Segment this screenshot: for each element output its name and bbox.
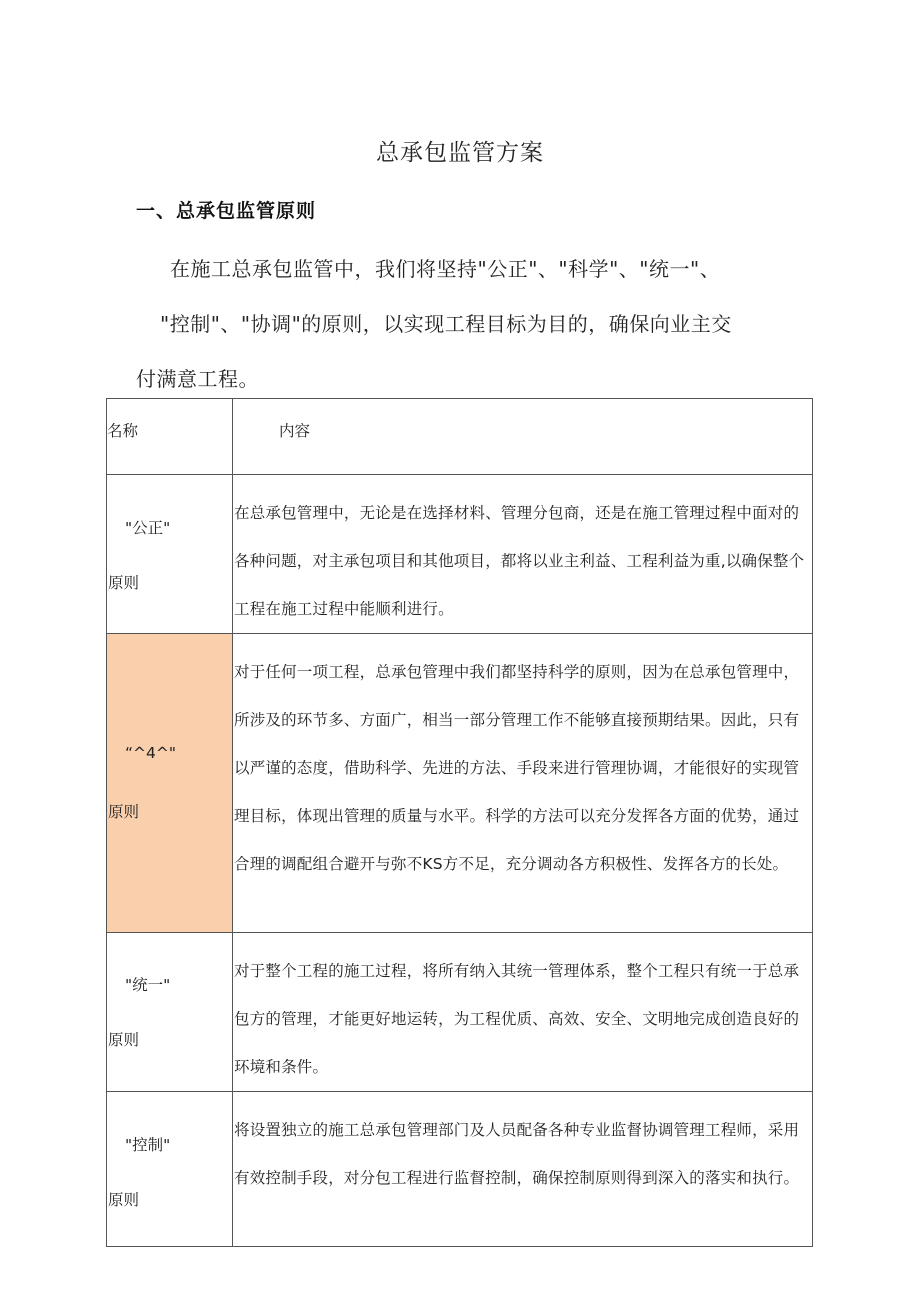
principle-content: 对于任何一项工程，总承包管理中我们都坚持科学的原则，因为在总承包管理中，所涉及的环节多、方面广，相当一部分管理工作不能够直接预期结果。因此，只有以严谨的态度，借助科学、先进的方法、手段来进行管理协调，才能很好的实现管理目标，体现出管理的质量与水平。科学的方法可以充分发挥各方面的优势，通过合理的调配组合避开与弥不KS方不足，充分调动各方积极性、发挥各方的长处。 [234,663,800,873]
principle-content-cell [233,1092,813,1247]
principle-content-cell [233,933,813,1092]
document-title: 总承包监管方案 [376,140,544,166]
principle-name-cell-highlighted [107,634,233,933]
principle-suffix: 原则 [108,803,140,821]
table-row [107,1092,813,1247]
intro-line: 付满意工程。 [136,367,259,391]
intro-line: "控制"、"协调"的原则，以实现工程目标为目的，确保向业主交 [160,312,732,336]
principle-suffix: 原则 [108,574,140,592]
header-name: 名称 [107,399,233,475]
section-heading: 一、总承包监管原则 [136,200,317,222]
principle-name: "控制" [125,1136,171,1154]
header-content: 内容 [233,399,813,475]
table-row [107,933,813,1092]
principle-suffix: 原则 [108,1191,140,1209]
principle-name-cell [107,475,233,634]
table-row [107,634,813,933]
principle-suffix: 原则 [108,1031,140,1049]
intro-line: 在施工总承包监管中，我们将坚持"公正"、"科学"、"统一"、 [170,257,721,281]
table-row [107,475,813,634]
principle-name-cell [107,1092,233,1247]
principle-name-cell [107,933,233,1092]
principles-table [106,398,813,1247]
principle-content: 将设置独立的施工总承包管理部门及人员配备各种专业监督协调管理工程师，采用有效控制手段，对分包工程进行监督控制，确保控制原则得到深入的落实和执行。 [234,1121,800,1187]
principle-content: 在总承包管理中，无论是在选择材料、管理分包商，还是在施工管理过程中面对的各种问题，对主承包项目和其他项目，都将以业主利益、工程利益为重,以确保整个工程在施工过程中能顺利进行。 [234,504,805,618]
table-header-row [107,399,813,475]
principle-content: 对于整个工程的施工过程，将所有纳入其统一管理体系，整个工程只有统一于总承包方的管理，才能更好地运转，为工程优质、高效、安全、文明地完成创造良好的环境和条件。 [234,962,800,1076]
principle-name: "公正" [125,519,171,537]
principle-name: “^4^" [125,744,176,762]
principle-content-cell [233,475,813,634]
principle-content-cell [233,634,813,933]
principle-name: "统一" [125,976,171,994]
